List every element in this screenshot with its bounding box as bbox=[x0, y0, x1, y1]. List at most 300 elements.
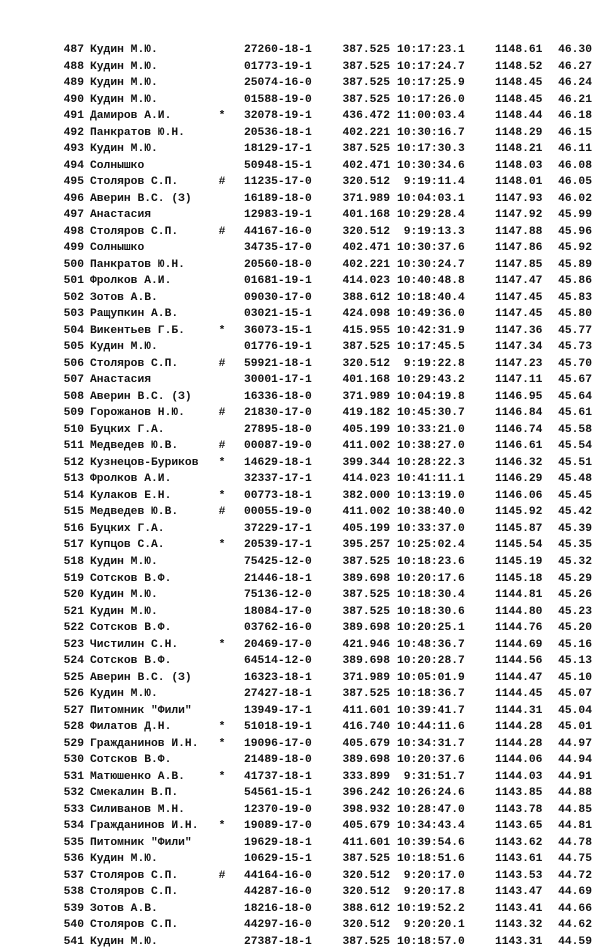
table-row bbox=[62, 554, 592, 571]
fancier-name: Кудин М.Ю. bbox=[90, 44, 158, 56]
table-row bbox=[62, 438, 592, 455]
distance: 387.525 bbox=[342, 589, 390, 602]
distance: 389.698 bbox=[342, 622, 390, 635]
arrival-time: 10:30:16.7 bbox=[397, 126, 465, 139]
arrival-time: 10:19:52.2 bbox=[397, 902, 465, 915]
table-row bbox=[62, 719, 592, 736]
ring-number: 16336-18-0 bbox=[244, 390, 312, 403]
fancier-name: Столяров С.П. bbox=[90, 357, 179, 370]
fancier-name: Панкратов Ю.Н. bbox=[90, 258, 185, 271]
speed: 1144.81 bbox=[495, 589, 543, 602]
distance: 387.525 bbox=[342, 555, 390, 568]
arrival-time: 10:18:57.0 bbox=[397, 935, 465, 948]
fancier-name: Столяров С.П. bbox=[90, 886, 179, 899]
points: 45.20 bbox=[558, 622, 592, 635]
fancier-name: Столяров С.П. bbox=[90, 176, 179, 189]
arrival-time: 10:30:34.6 bbox=[397, 159, 465, 172]
fancier-name: Викентьев Г.Б. bbox=[90, 324, 185, 337]
points: 45.04 bbox=[558, 704, 592, 717]
speed: 1148.01 bbox=[495, 176, 543, 189]
marker-symbol: # bbox=[218, 225, 226, 238]
table-row bbox=[62, 422, 592, 439]
speed: 1145.54 bbox=[495, 539, 543, 552]
speed: 1145.92 bbox=[495, 506, 543, 519]
distance: 371.989 bbox=[342, 390, 390, 403]
table-row bbox=[62, 323, 592, 340]
fancier-name: Гражданинов И.Н. bbox=[90, 737, 199, 750]
arrival-time: 10:39:41.7 bbox=[397, 704, 465, 717]
fancier-name: Кудин М.Ю. bbox=[90, 555, 158, 568]
arrival-time: 9:19:13.3 bbox=[397, 225, 465, 238]
ring-number: 27260-18-1 bbox=[244, 44, 312, 56]
ring-number: 13949-17-1 bbox=[244, 704, 312, 717]
marker-symbol: * bbox=[218, 737, 226, 750]
arrival-time: 10:18:30.4 bbox=[397, 589, 465, 602]
speed: 1146.29 bbox=[495, 473, 543, 486]
table-row bbox=[62, 356, 592, 373]
marker-symbol: # bbox=[218, 407, 226, 420]
table-row bbox=[62, 257, 592, 274]
arrival-time: 10:20:17.6 bbox=[397, 572, 465, 585]
place-number: 521 bbox=[63, 605, 84, 618]
table-row bbox=[62, 686, 592, 703]
fancier-name: Дамиров А.И. bbox=[90, 110, 172, 123]
speed: 1147.92 bbox=[495, 209, 543, 222]
points: 45.01 bbox=[558, 721, 592, 734]
ring-number: 32337-17-1 bbox=[244, 473, 312, 486]
table-row bbox=[62, 620, 592, 637]
points: 44.85 bbox=[558, 803, 592, 816]
fancier-name: Кудин М.Ю. bbox=[90, 77, 158, 90]
marker-symbol: * bbox=[218, 638, 226, 651]
ring-number: 64514-12-0 bbox=[244, 655, 312, 668]
marker-symbol: * bbox=[218, 456, 226, 469]
fancier-name: Фролков А.И. bbox=[90, 275, 172, 288]
arrival-time: 10:20:37.6 bbox=[397, 754, 465, 767]
ring-number: 16323-18-1 bbox=[244, 671, 312, 684]
fancier-name: Солнышко bbox=[90, 159, 145, 172]
place-number: 505 bbox=[63, 341, 84, 354]
speed: 1148.45 bbox=[495, 77, 543, 90]
fancier-name: Столяров С.П. bbox=[90, 225, 179, 238]
distance: 387.525 bbox=[342, 688, 390, 701]
points: 45.39 bbox=[558, 522, 592, 535]
ring-number: 12983-19-1 bbox=[244, 209, 312, 222]
points: 46.05 bbox=[558, 176, 592, 189]
arrival-time: 10:05:01.9 bbox=[397, 671, 465, 684]
distance: 411.601 bbox=[342, 836, 390, 849]
distance: 411.601 bbox=[342, 704, 390, 717]
distance: 411.002 bbox=[342, 506, 390, 519]
distance: 436.472 bbox=[342, 110, 390, 123]
distance: 414.023 bbox=[342, 473, 390, 486]
fancier-name: Кудин М.Ю. bbox=[90, 93, 158, 106]
ring-number: 27387-18-1 bbox=[244, 935, 312, 948]
fancier-name: Горожанов Н.Ю. bbox=[90, 407, 185, 420]
table-row bbox=[62, 389, 592, 406]
points: 45.32 bbox=[558, 555, 592, 568]
table-row bbox=[62, 670, 592, 687]
table-row bbox=[62, 868, 592, 885]
arrival-time: 10:30:37.6 bbox=[397, 242, 465, 255]
table-row bbox=[62, 537, 592, 554]
fancier-name: Сотсков В.Ф. bbox=[90, 572, 172, 585]
place-number: 493 bbox=[63, 143, 84, 156]
speed: 1144.76 bbox=[495, 622, 543, 635]
place-number: 500 bbox=[63, 258, 84, 271]
table-row bbox=[62, 339, 592, 356]
fancier-name: Аверин В.С. (З) bbox=[90, 192, 192, 205]
arrival-time: 10:18:40.4 bbox=[397, 291, 465, 304]
distance: 320.512 bbox=[342, 176, 390, 189]
ring-number: 37229-17-1 bbox=[244, 522, 312, 535]
distance: 387.525 bbox=[342, 60, 390, 73]
points: 44.66 bbox=[558, 902, 592, 915]
speed: 1147.45 bbox=[495, 308, 543, 321]
arrival-time: 11:00:03.4 bbox=[397, 110, 465, 123]
points: 44.72 bbox=[558, 869, 592, 882]
arrival-time: 10:17:23.1 bbox=[397, 44, 465, 56]
ring-number: 20539-17-1 bbox=[244, 539, 312, 552]
distance: 320.512 bbox=[342, 886, 390, 899]
speed: 1147.23 bbox=[495, 357, 543, 370]
place-number: 520 bbox=[63, 589, 84, 602]
place-number: 519 bbox=[63, 572, 84, 585]
speed: 1144.03 bbox=[495, 770, 543, 783]
speed: 1143.41 bbox=[495, 902, 543, 915]
ring-number: 27895-18-0 bbox=[244, 423, 312, 436]
points: 45.54 bbox=[558, 440, 592, 453]
arrival-time: 10:26:24.6 bbox=[397, 787, 465, 800]
distance: 402.471 bbox=[342, 159, 390, 172]
distance: 395.257 bbox=[342, 539, 390, 552]
ring-number: 59921-18-1 bbox=[244, 357, 312, 370]
speed: 1146.61 bbox=[495, 440, 543, 453]
place-number: 523 bbox=[63, 638, 84, 651]
fancier-name: Сотсков В.Ф. bbox=[90, 754, 172, 767]
points: 44.78 bbox=[558, 836, 592, 849]
speed: 1143.62 bbox=[495, 836, 543, 849]
points: 45.86 bbox=[558, 275, 592, 288]
speed: 1144.06 bbox=[495, 754, 543, 767]
speed: 1144.31 bbox=[495, 704, 543, 717]
speed: 1148.21 bbox=[495, 143, 543, 156]
speed: 1143.53 bbox=[495, 869, 543, 882]
arrival-time: 10:42:31.9 bbox=[397, 324, 465, 337]
ring-number: 00087-19-0 bbox=[244, 440, 312, 453]
place-number: 512 bbox=[63, 456, 84, 469]
table-row bbox=[62, 306, 592, 323]
fancier-name: Столяров С.П. bbox=[90, 919, 179, 932]
table-row bbox=[62, 901, 592, 918]
fancier-name: Кудин М.Ю. bbox=[90, 143, 158, 156]
place-number: 536 bbox=[63, 853, 84, 866]
points: 45.67 bbox=[558, 374, 592, 387]
ring-number: 03762-16-0 bbox=[244, 622, 312, 635]
fancier-name: Буцких Г.А. bbox=[90, 522, 165, 535]
distance: 419.182 bbox=[342, 407, 390, 420]
arrival-time: 10:29:28.4 bbox=[397, 209, 465, 222]
distance: 415.955 bbox=[342, 324, 390, 337]
speed: 1144.45 bbox=[495, 688, 543, 701]
fancier-name: Солнышко bbox=[90, 242, 145, 255]
speed: 1147.11 bbox=[495, 374, 543, 387]
ring-number: 21489-18-0 bbox=[244, 754, 312, 767]
table-row bbox=[62, 504, 592, 521]
points: 44.59 bbox=[558, 935, 592, 948]
points: 45.23 bbox=[558, 605, 592, 618]
table-row bbox=[62, 158, 592, 175]
table-row bbox=[62, 273, 592, 290]
table-row bbox=[62, 290, 592, 307]
points: 46.11 bbox=[558, 143, 592, 156]
fancier-name: Кулаков Е.Н. bbox=[90, 489, 172, 502]
place-number: 530 bbox=[63, 754, 84, 767]
points: 46.02 bbox=[558, 192, 592, 205]
table-row bbox=[62, 224, 592, 241]
fancier-name: Купцов С.А. bbox=[90, 539, 165, 552]
speed: 1143.31 bbox=[495, 935, 543, 948]
speed: 1143.78 bbox=[495, 803, 543, 816]
distance: 387.525 bbox=[342, 935, 390, 948]
points: 44.69 bbox=[558, 886, 592, 899]
points: 46.30 bbox=[558, 44, 592, 56]
points: 46.21 bbox=[558, 93, 592, 106]
fancier-name: Кудин М.Ю. bbox=[90, 688, 158, 701]
ring-number: 10629-15-1 bbox=[244, 853, 312, 866]
table-row bbox=[62, 884, 592, 901]
place-number: 529 bbox=[63, 737, 84, 750]
distance: 405.679 bbox=[342, 737, 390, 750]
table-row bbox=[62, 405, 592, 422]
distance: 382.000 bbox=[342, 489, 390, 502]
arrival-time: 10:44:11.6 bbox=[397, 721, 465, 734]
arrival-time: 10:33:37.0 bbox=[397, 522, 465, 535]
fancier-name: Питомник "Фили" bbox=[90, 704, 192, 717]
fancier-name: Медведев Ю.В. bbox=[90, 506, 179, 519]
arrival-time: 10:17:25.9 bbox=[397, 77, 465, 90]
points: 44.81 bbox=[558, 820, 592, 833]
speed: 1147.85 bbox=[495, 258, 543, 271]
table-row bbox=[62, 141, 592, 158]
arrival-time: 10:25:02.4 bbox=[397, 539, 465, 552]
ring-number: 44164-16-0 bbox=[244, 869, 312, 882]
fancier-name: Силиванов М.Н. bbox=[90, 803, 185, 816]
points: 45.77 bbox=[558, 324, 592, 337]
place-number: 506 bbox=[63, 357, 84, 370]
ring-number: 20560-18-0 bbox=[244, 258, 312, 271]
marker-symbol: * bbox=[218, 110, 226, 123]
table-row bbox=[62, 207, 592, 224]
table-row bbox=[62, 653, 592, 670]
fancier-name: Кудин М.Ю. bbox=[90, 341, 158, 354]
ring-number: 21446-18-1 bbox=[244, 572, 312, 585]
place-number: 490 bbox=[63, 93, 84, 106]
distance: 405.199 bbox=[342, 423, 390, 436]
ring-number: 27427-18-1 bbox=[244, 688, 312, 701]
arrival-time: 10:29:43.2 bbox=[397, 374, 465, 387]
points: 45.13 bbox=[558, 655, 592, 668]
speed: 1148.45 bbox=[495, 93, 543, 106]
speed: 1147.34 bbox=[495, 341, 543, 354]
points: 45.80 bbox=[558, 308, 592, 321]
marker-symbol: * bbox=[218, 721, 226, 734]
arrival-time: 10:18:51.6 bbox=[397, 853, 465, 866]
fancier-name: Зотов А.В. bbox=[90, 902, 158, 915]
points: 45.48 bbox=[558, 473, 592, 486]
arrival-time: 9:19:11.4 bbox=[397, 176, 465, 189]
distance: 402.221 bbox=[342, 258, 390, 271]
ring-number: 19089-17-0 bbox=[244, 820, 312, 833]
fancier-name: Питомник "Фили" bbox=[90, 836, 192, 849]
arrival-time: 10:20:25.1 bbox=[397, 622, 465, 635]
fancier-name: Кудин М.Ю. bbox=[90, 935, 158, 948]
distance: 388.612 bbox=[342, 291, 390, 304]
ring-number: 75136-12-0 bbox=[244, 589, 312, 602]
points: 44.97 bbox=[558, 737, 592, 750]
ring-number: 09030-17-0 bbox=[244, 291, 312, 304]
arrival-time: 10:38:40.0 bbox=[397, 506, 465, 519]
distance: 424.098 bbox=[342, 308, 390, 321]
points: 45.16 bbox=[558, 638, 592, 651]
points: 45.64 bbox=[558, 390, 592, 403]
ring-number: 44297-16-0 bbox=[244, 919, 312, 932]
speed: 1143.47 bbox=[495, 886, 543, 899]
place-number: 495 bbox=[63, 176, 84, 189]
table-row bbox=[62, 752, 592, 769]
points: 45.89 bbox=[558, 258, 592, 271]
speed: 1143.32 bbox=[495, 919, 543, 932]
fancier-name: Сотсков В.Ф. bbox=[90, 655, 172, 668]
speed: 1143.85 bbox=[495, 787, 543, 800]
fancier-name: Чистилин С.Н. bbox=[90, 638, 179, 651]
distance: 388.612 bbox=[342, 902, 390, 915]
points: 46.27 bbox=[558, 60, 592, 73]
fancier-name: Кудин М.Ю. bbox=[90, 60, 158, 73]
table-row bbox=[62, 802, 592, 819]
points: 44.62 bbox=[558, 919, 592, 932]
speed: 1146.32 bbox=[495, 456, 543, 469]
points: 45.70 bbox=[558, 357, 592, 370]
speed: 1147.93 bbox=[495, 192, 543, 205]
points: 45.73 bbox=[558, 341, 592, 354]
fancier-name: Анастасия bbox=[90, 209, 152, 222]
arrival-time: 10:33:21.0 bbox=[397, 423, 465, 436]
fancier-name: Филатов Д.Н. bbox=[90, 721, 172, 734]
table-row bbox=[62, 521, 592, 538]
ring-number: 44287-16-0 bbox=[244, 886, 312, 899]
points: 45.45 bbox=[558, 489, 592, 502]
place-number: 504 bbox=[63, 324, 84, 337]
ring-number: 19629-18-1 bbox=[244, 836, 312, 849]
table-row bbox=[62, 488, 592, 505]
place-number: 540 bbox=[63, 919, 84, 932]
arrival-time: 10:20:28.7 bbox=[397, 655, 465, 668]
table-row bbox=[62, 125, 592, 142]
place-number: 518 bbox=[63, 555, 84, 568]
place-number: 509 bbox=[63, 407, 84, 420]
speed: 1147.36 bbox=[495, 324, 543, 337]
arrival-time: 10:18:23.6 bbox=[397, 555, 465, 568]
arrival-time: 10:13:19.0 bbox=[397, 489, 465, 502]
distance: 398.932 bbox=[342, 803, 390, 816]
arrival-time: 10:48:36.7 bbox=[397, 638, 465, 651]
table-row bbox=[62, 240, 592, 257]
place-number: 510 bbox=[63, 423, 84, 436]
table-row bbox=[62, 851, 592, 868]
speed: 1144.28 bbox=[495, 737, 543, 750]
place-number: 511 bbox=[63, 440, 84, 453]
distance: 405.199 bbox=[342, 522, 390, 535]
table-row bbox=[62, 917, 592, 934]
points: 44.91 bbox=[558, 770, 592, 783]
distance: 416.740 bbox=[342, 721, 390, 734]
distance: 389.698 bbox=[342, 655, 390, 668]
arrival-time: 9:31:51.7 bbox=[397, 770, 465, 783]
ring-number: 50948-15-1 bbox=[244, 159, 312, 172]
distance: 405.679 bbox=[342, 820, 390, 833]
ring-number: 20469-17-0 bbox=[244, 638, 312, 651]
table-row bbox=[62, 455, 592, 472]
place-number: 496 bbox=[63, 192, 84, 205]
distance: 333.899 bbox=[342, 770, 390, 783]
place-number: 488 bbox=[63, 60, 84, 73]
fancier-name: Ращупкин А.В. bbox=[90, 308, 179, 321]
results-list bbox=[62, 42, 592, 950]
ring-number: 30001-17-1 bbox=[244, 374, 312, 387]
ring-number: 36073-15-1 bbox=[244, 324, 312, 337]
arrival-time: 10:40:48.8 bbox=[397, 275, 465, 288]
ring-number: 14629-18-1 bbox=[244, 456, 312, 469]
fancier-name: Медведев Ю.В. bbox=[90, 440, 179, 453]
place-number: 502 bbox=[63, 291, 84, 304]
place-number: 535 bbox=[63, 836, 84, 849]
place-number: 522 bbox=[63, 622, 84, 635]
arrival-time: 10:41:11.1 bbox=[397, 473, 465, 486]
speed: 1147.88 bbox=[495, 225, 543, 238]
points: 45.58 bbox=[558, 423, 592, 436]
place-number: 501 bbox=[63, 275, 84, 288]
fancier-name: Гражданинов И.Н. bbox=[90, 820, 199, 833]
table-row bbox=[62, 736, 592, 753]
distance: 402.471 bbox=[342, 242, 390, 255]
distance: 320.512 bbox=[342, 869, 390, 882]
points: 44.94 bbox=[558, 754, 592, 767]
place-number: 527 bbox=[63, 704, 84, 717]
fancier-name: Кузнецов-Буриков bbox=[90, 456, 199, 469]
arrival-time: 10:17:26.0 bbox=[397, 93, 465, 106]
place-number: 537 bbox=[63, 869, 84, 882]
ring-number: 18084-17-0 bbox=[244, 605, 312, 618]
fancier-name: Буцких Г.А. bbox=[90, 423, 165, 436]
ring-number: 03021-15-1 bbox=[244, 308, 312, 321]
points: 45.42 bbox=[558, 506, 592, 519]
points: 46.08 bbox=[558, 159, 592, 172]
speed: 1147.86 bbox=[495, 242, 543, 255]
distance: 371.989 bbox=[342, 671, 390, 684]
points: 45.10 bbox=[558, 671, 592, 684]
arrival-time: 9:20:17.8 bbox=[397, 886, 465, 899]
speed: 1148.44 bbox=[495, 110, 543, 123]
place-number: 508 bbox=[63, 390, 84, 403]
table-row bbox=[62, 108, 592, 125]
place-number: 487 bbox=[63, 44, 84, 56]
points: 44.88 bbox=[558, 787, 592, 800]
arrival-time: 10:04:03.1 bbox=[397, 192, 465, 205]
distance: 320.512 bbox=[342, 357, 390, 370]
arrival-time: 9:20:20.1 bbox=[397, 919, 465, 932]
ring-number: 41737-18-1 bbox=[244, 770, 312, 783]
